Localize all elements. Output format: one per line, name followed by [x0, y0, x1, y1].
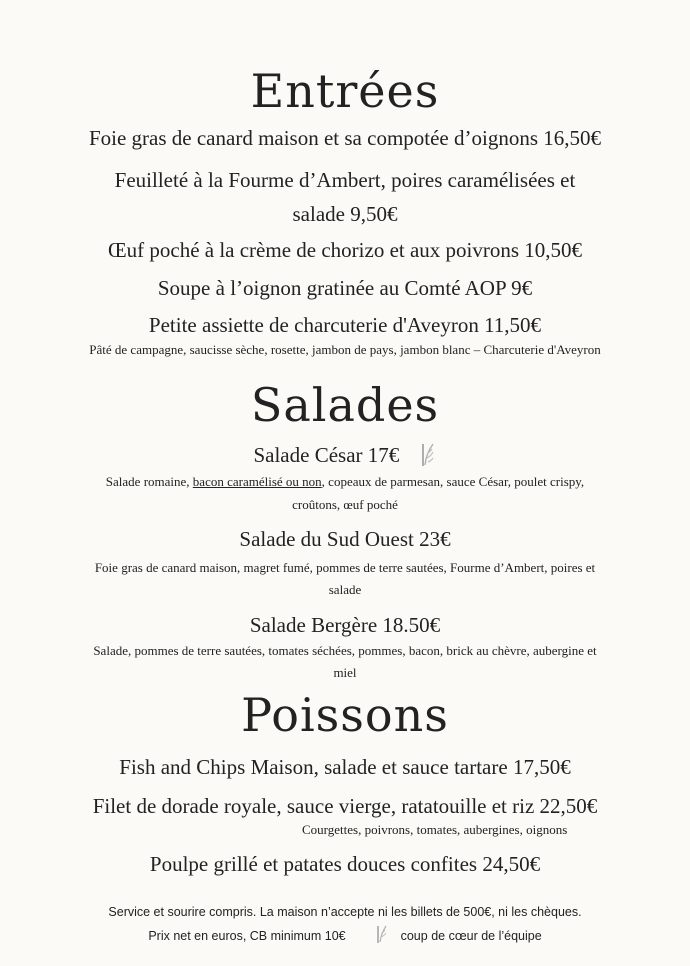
footer-price-note: Prix net en euros, CB minimum 10€	[148, 929, 346, 944]
menu-item: Fish and Chips Maison, salade et sauce tartare 17,50€	[119, 755, 571, 779]
menu-item-description: salade	[328, 582, 362, 597]
menu-item-description: Pâté de campagne, saucisse sèche, rosette, jambon de pays, jambon blanc – Charcuterie d'Aveyron	[89, 342, 601, 357]
menu-item-description	[0, 473, 690, 491]
wheat-leaf-icon	[375, 924, 389, 950]
footer-note: Service et sourire compris. La maison n’accepte ni les billets de 500€, ni les chèques.	[108, 905, 582, 919]
menu-item-name: Salade César 17€	[253, 442, 400, 467]
wheat-leaf-icon	[419, 440, 437, 474]
menu-item: Salade Bergère 18.50€	[249, 613, 441, 637]
footer-note	[0, 924, 690, 950]
menu-item-continuation: salade 9,50€	[292, 202, 398, 226]
desc-text: , copeaux de parmesan, sauce César, poulet crispy,	[321, 474, 585, 489]
menu-item-description: miel	[333, 665, 357, 680]
section-title-entrees: Entrées	[250, 64, 440, 118]
desc-text: Salade romaine,	[105, 474, 193, 489]
menu-item: Œuf poché à la crème de chorizo et aux poivrons 10,50€	[107, 238, 583, 262]
menu-item-description: croûtons, œuf poché	[292, 497, 398, 512]
section-title-salades: Salades	[250, 378, 440, 432]
menu-item-description: Courgettes, poivrons, tomates, aubergines, oignons	[302, 822, 568, 837]
footer-legend-text: coup de cœur de l’équipe	[400, 929, 542, 944]
menu-item: Feuilleté à la Fourme d’Ambert, poires caramélisées et	[114, 168, 576, 192]
menu-item: Foie gras de canard maison et sa compotée d’oignons 16,50€	[88, 126, 602, 150]
section-title-poissons: Poissons	[241, 688, 449, 742]
menu-item-description: Foie gras de canard maison, magret fumé, pommes de terre sautées, Fourme d’Ambert, poires et	[94, 560, 596, 575]
desc-underlined-text: bacon caramélisé ou non	[192, 474, 322, 489]
menu-item: Filet de dorade royale, sauce vierge, ratatouille et riz 22,50€	[92, 794, 598, 818]
menu-item	[0, 440, 690, 474]
menu-item: Soupe à l’oignon gratinée au Comté AOP 9€	[157, 276, 533, 300]
menu-item-description: Salade, pommes de terre sautées, tomates séchées, pommes, bacon, brick au chèvre, aubergine et	[93, 643, 597, 658]
menu-item: Poulpe grillé et patates douces confites 24,50€	[149, 852, 541, 876]
menu-item: Petite assiette de charcuterie d'Aveyron 11,50€	[148, 313, 542, 337]
menu-item: Salade du Sud Ouest 23€	[239, 527, 451, 551]
